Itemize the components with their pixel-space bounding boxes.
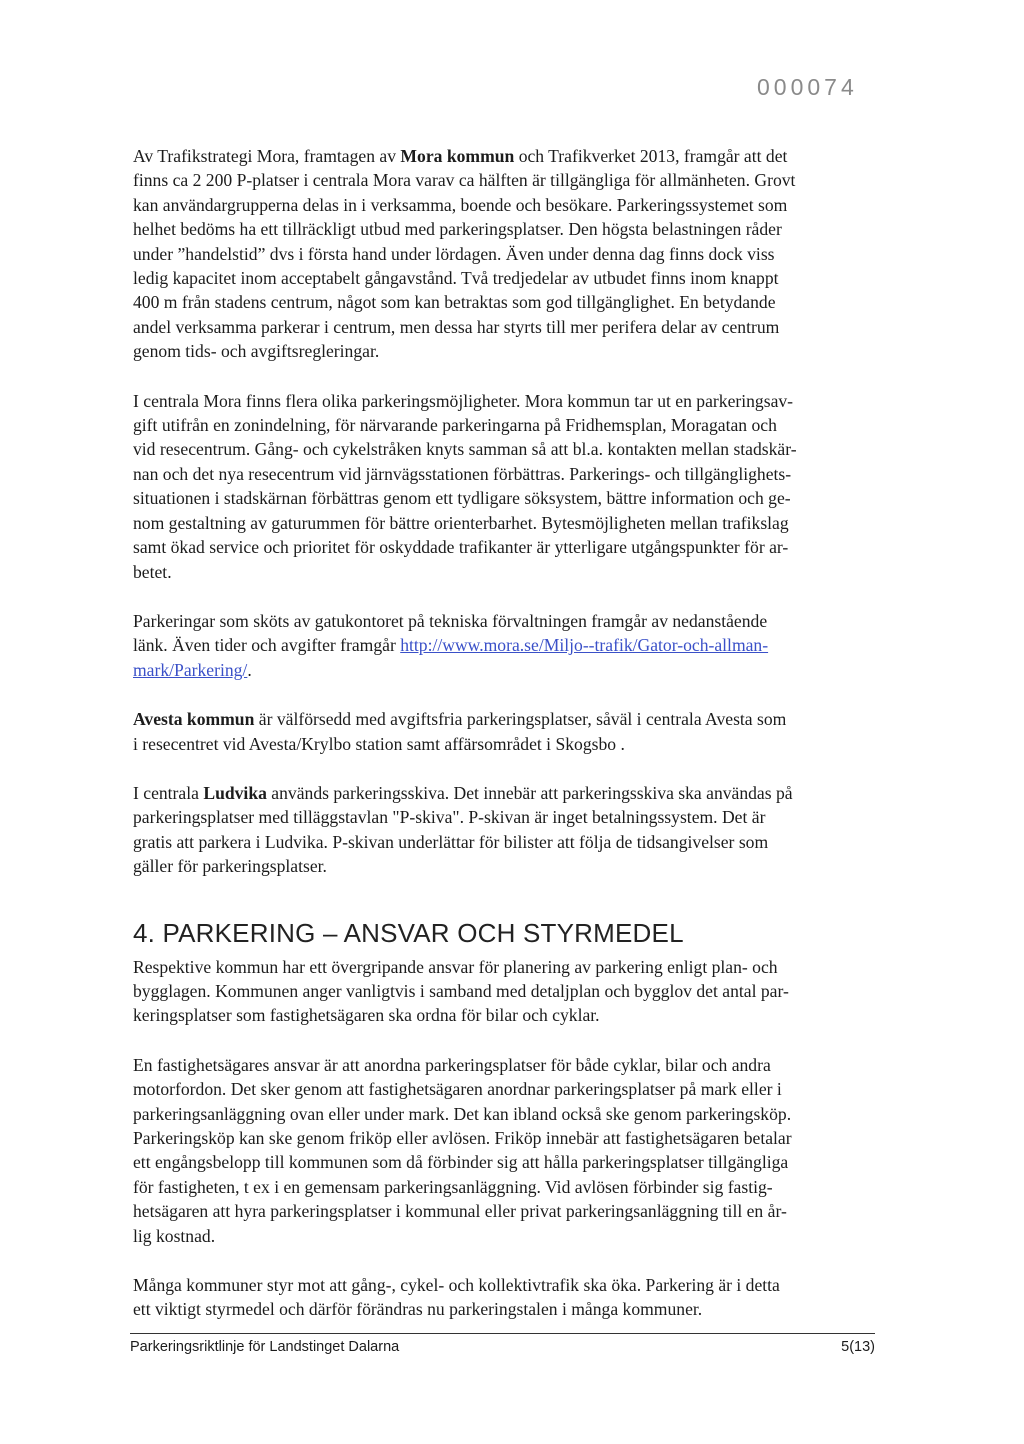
page-number-stamp: 000074 xyxy=(757,74,858,100)
paragraph-avesta: Avesta kommun är välförsedd med avgiftsfria parkeringsplatser, såväl i centrala Avesta som i resecentret vid Avesta/Krylbo station samt affärsområdet i Skogsbo . xyxy=(133,709,787,754)
paragraph-steering-tool: Många kommuner styr mot att gång-, cykel- och kollektivtrafik ska öka. Parkering är i detta ett viktigt styrmedel och därför förändras nu parkeringstalen i många kommuner. xyxy=(133,1275,780,1320)
avesta-kommun-bold: Avesta kommun xyxy=(133,709,255,730)
mora-parking-link[interactable]: http://www.mora.se/Miljo--trafik/Gator-och-allman- xyxy=(400,635,769,656)
paragraph-mora-parking: I centrala Mora finns flera olika parkeringsmöjligheter. Mora kommun tar ut en parkeringsav- gift utifrån en zonindelning, för närvarande parkeringarna på Fridhemsplan, Moragatan och vid resecentrum. Gång- och cykelstråken knyts samman så att bl.a. kontakten mellan stadskär- nan och det nya resecentrum vid järnvägsstationen förbättras. Parkerings- och tillgänglighets- situationen i stadskärnan förbättras genom ett tydligare söksystem, bättre information och ge- nom gestaltning av gaturummen för bättre orienterbarhet. Bytesmöjligheten mellan trafikslag samt ökad service och prioritet för oskyddade trafikanter är ytterligare utgångspunkter för ar- betet. xyxy=(133,390,797,582)
ludvika-bold: Ludvika xyxy=(203,782,267,803)
footer-document-title: Parkeringsriktlinje för Landstinget Dalarna xyxy=(130,1339,400,1355)
paragraph-mora-strategy: Av Trafikstrategi Mora, framtagen av Mora kommun och Trafikverket 2013, framgår att det finns ca 2 200 P-platser i centrala Mora varav ca hälften är tillgängliga för allmänheten. Grovt kan användargrupperna delas in i verksamma, boende och besökare. Parkeringssystemet som helhet bedöms ha ett tillräckligt utbud med parkeringsplatser. Den högsta belastningen råder under ”handelstid” dvs i första hand under lördagen. Även under denna dag finns dock viss ledig kapacitet inom acceptabelt gångavstånd. Två tredjedelar av utbudet finns inom knappt 400 m från stadens centrum, något som kan betraktas som god tillgänglighet. En betydande andel verksamma parkerar i centrum, men dessa har styrts till mer perifera delar av centrum genom tids- och avgiftsregleringar. xyxy=(133,146,796,362)
document-body xyxy=(133,144,873,1347)
paragraph-municipal-responsibility: Respektive kommun har ett övergripande ansvar för planering av parkering enligt plan- och bygglagen. Kommunen anger vanligtvis i samband med detaljplan och bygglov det antal par- keringsplatser som fastighetsägaren ska ordna för bilar och cyklar. xyxy=(133,956,789,1026)
footer-divider xyxy=(130,1333,875,1334)
section-heading: 4. PARKERING – ANSVAR OCH STYRMEDEL xyxy=(133,917,684,948)
paragraph-gatukontoret-link: Parkeringar som sköts av gatukontoret på tekniska förvaltningen framgår av nedanstående länk. Även tider och avgifter framgår http://www.mora.se/Miljo--trafik/Gator-och-allman- mark/Parkering/. xyxy=(133,610,769,680)
mora-parking-link-continued[interactable]: mark/Parkering/ xyxy=(133,659,248,680)
paragraph-ludvika: I centrala Ludvika används parkeringsskiva. Det innebär att parkeringsskiva ska användas på parkeringsplatser med tilläggstavlan "P-skiva". P-skivan är inget betalningssystem. Det är gratis att parkera i Ludvika. P-skivan underlättar för bilister att följa de tidsangivelser som gäller för parkeringsplatser. xyxy=(133,782,793,877)
paragraph-property-owner: En fastighetsägares ansvar är att anordna parkeringsplatser för både cyklar, bilar och andra motorfordon. Det sker genom att fastighetsägaren anordnar parkeringsplatser på mark eller i parkeringsanläggning ovan eller under mark. Det kan ibland också ske genom parkeringsköp. Parkeringsköp kan ske genom friköp eller avlösen. Friköp innebär att fastighetsägaren betalar ett engångsbelopp till kommunen som då förbinder sig att hålla parkeringsplatser tillgängliga för fastigheten, t ex i en gemensam parkeringsanläggning. Vid avlösen förbinder sig fastig- hetsägaren att hyra parkeringsplatser i kommunal eller privat parkeringsanläggning till en år- lig kostnad. xyxy=(133,1054,792,1246)
footer-page-number: 5(13) xyxy=(841,1339,875,1355)
mora-kommun-bold: Mora kommun xyxy=(400,146,515,166)
